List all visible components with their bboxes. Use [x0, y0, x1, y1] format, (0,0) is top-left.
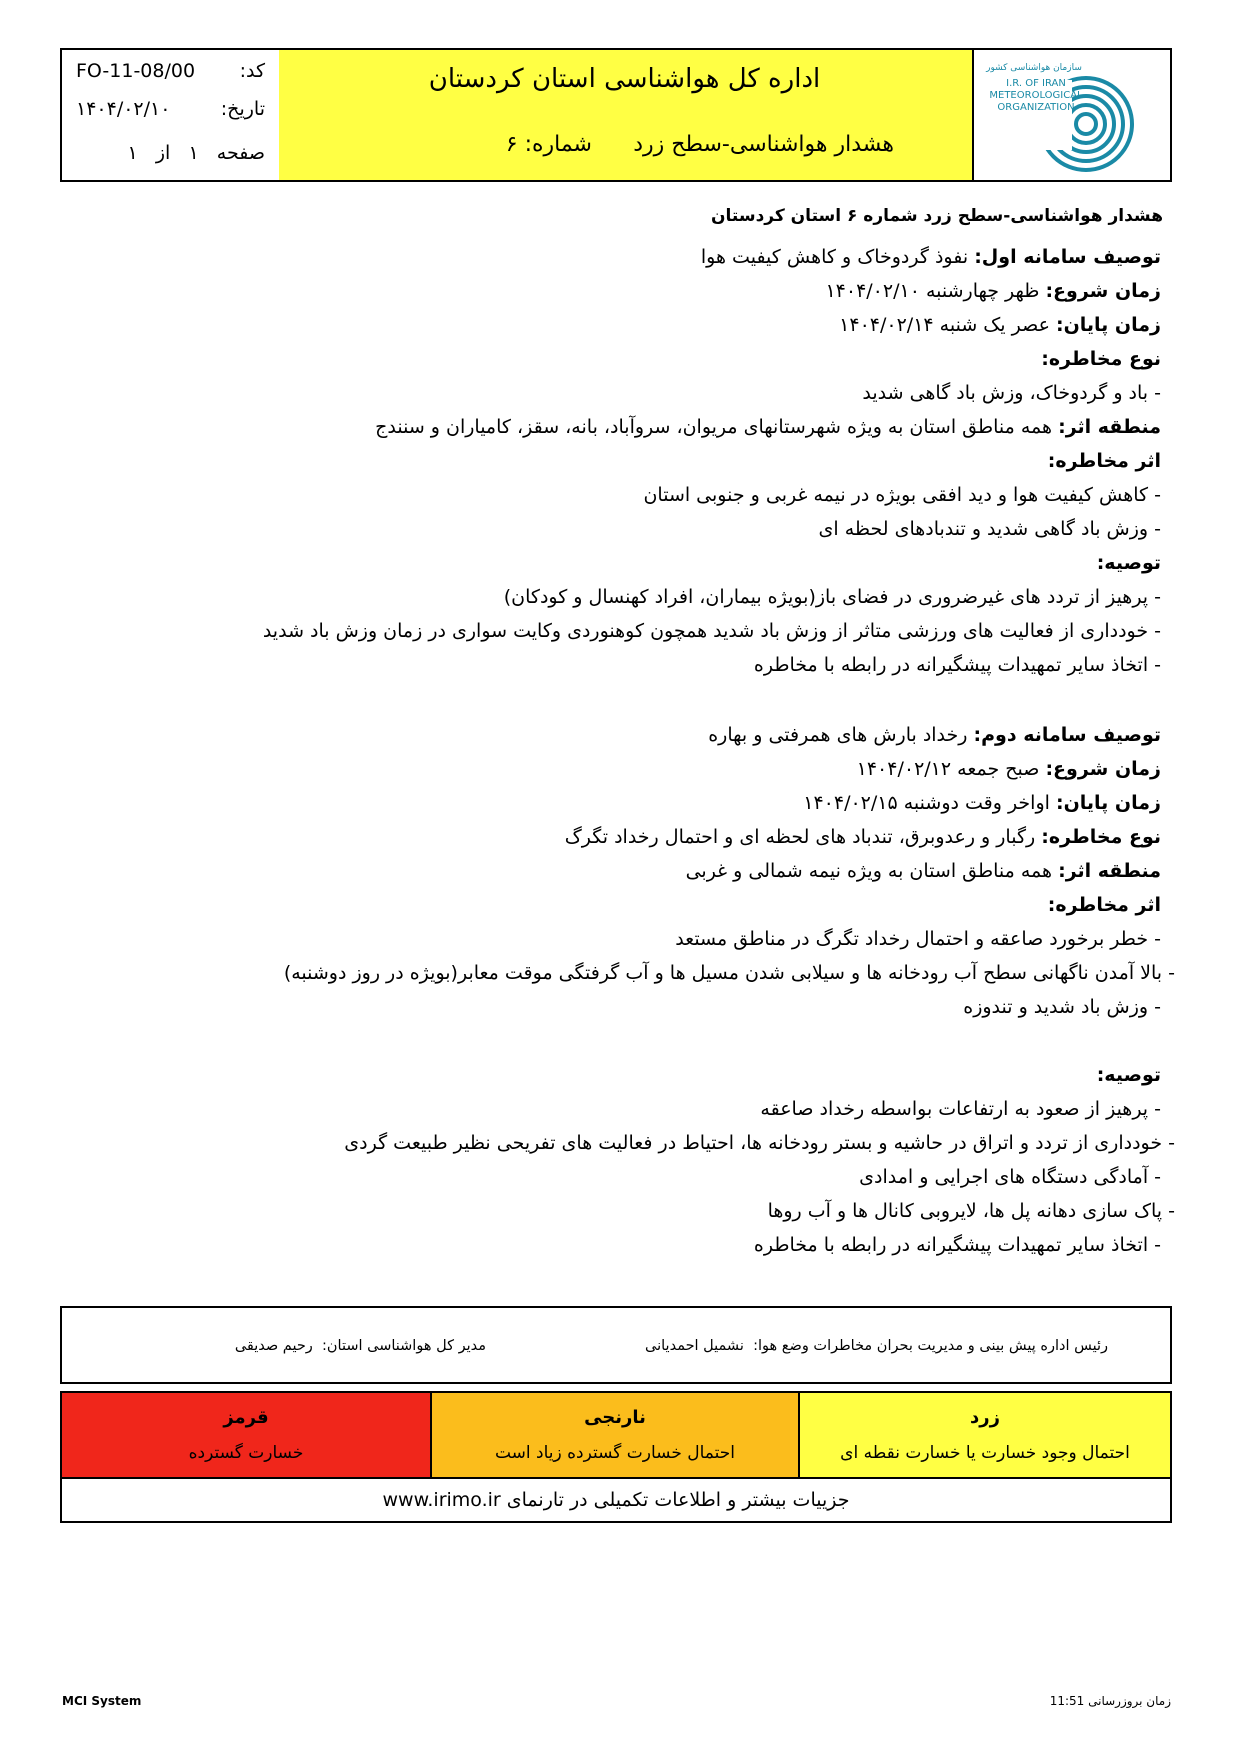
label: نوع مخاطره: [1041, 826, 1161, 848]
label: توصیف سامانه اول: [974, 246, 1161, 268]
legend-orange-desc: احتمال خسارت گسترده زیاد است [494, 1443, 735, 1463]
director-label: مدیر کل هواشناسی استان: [322, 1338, 486, 1354]
system2-effect-item: - وزش باد شدید و تندوزه [963, 996, 1161, 1018]
system1-effect-label: اثر مخاطره: [1047, 450, 1161, 472]
warning-level-legend [60, 1391, 1172, 1523]
system2-description [708, 724, 1161, 746]
date-label: تاریخ: [220, 98, 265, 120]
value: همه مناطق استان به ویژه نیمه شمالی و غربی [685, 860, 1053, 882]
website-link-text[interactable]: جزییات بیشتر و اطلاعات تکمیلی در تارنمای www.irimo.ir [382, 1489, 850, 1511]
code-value: FO-11-08/00 [76, 60, 196, 82]
system1-hazard-type-label: نوع مخاطره: [1041, 348, 1161, 370]
label: زمان شروع: [1045, 280, 1161, 302]
label: توصیف سامانه دوم: [973, 724, 1161, 746]
header-subtitle: هشدار هواشناسی-سطح زرد [633, 132, 894, 157]
system1-hazard-item: - باد و گردوخاک، وزش باد گاهی شدید [862, 382, 1161, 404]
label: منطقه اثر: [1058, 860, 1161, 882]
system1-rec-item: - خودداری از فعالیت های ورزشی متاثر از وزش باد شدید همچون کوهنوردی وکایت سواری در زمان وزش باد شدید [262, 620, 1161, 642]
system1-description [701, 246, 1161, 268]
meta-date-row [76, 98, 265, 120]
signature-box [60, 1306, 1172, 1384]
logo-cell [972, 50, 1170, 180]
system2-effect-item: - خطر برخورد صاعقه و احتمال رخداد تگرگ در مناطق مستعد [675, 928, 1161, 950]
system1-rec-item: - پرهیز از تردد های غیرضروری در فضای باز(بویژه بیماران، افراد کهنسال و کودکان) [503, 586, 1161, 608]
system2-effect-item: - بالا آمدن ناگهانی سطح آب رودخانه ها و سیلابی شدن مسیل ها و آب گرفتگی موقت معابر(بویژه در روز دوشنبه) [283, 962, 1175, 984]
system1-area [375, 416, 1161, 438]
label: زمان پایان: [1055, 792, 1161, 814]
legend-red-title: قرمز [223, 1407, 269, 1428]
system2-rec-label: توصیه: [1096, 1064, 1161, 1086]
head-name: نشمیل احمدیانی [645, 1338, 744, 1354]
forecast-head [645, 1338, 1108, 1354]
logo-text-en1: I.R. OF IRAN [1006, 78, 1066, 89]
system2-area [686, 860, 1161, 882]
head-label: رئیس اداره پیش بینی و مدیریت بحران مخاطرات وضع هوا: [753, 1338, 1108, 1354]
warning-number: شماره: ۶ [505, 132, 592, 157]
system2-start [857, 758, 1161, 780]
system2-hazard-type [565, 826, 1161, 848]
value: اواخر وقت دوشنبه ۱۴۰۴/۰۲/۱۵ [803, 792, 1050, 814]
system1-effect-item: - کاهش کیفیت هوا و دید افقی بویژه در نیمه غربی و جنوبی استان [643, 484, 1161, 506]
director-name: رحیم صدیقی [234, 1338, 313, 1354]
value: همه مناطق استان به ویژه شهرستانهای مریوان، سروآباد، بانه، سقز، کامیاران و سنندج [375, 416, 1053, 438]
value: رگبار و رعدوبرق، تندباد های لحظه ای و احتمال رخداد تگرگ [564, 826, 1036, 848]
system1-rec-item: - اتخاذ سایر تمهیدات پیشگیرانه در رابطه با مخاطره [753, 654, 1161, 676]
legend-yellow-title: زرد [970, 1407, 1000, 1428]
value: صبح جمعه ۱۴۰۴/۰۲/۱۲ [856, 758, 1040, 780]
system2-rec-item: - آمادگی دستگاه های اجرایی و امدادی [859, 1166, 1161, 1188]
system2-effect-label: اثر مخاطره: [1047, 894, 1161, 916]
legend-yellow [800, 1393, 1170, 1479]
date-value: ۱۴۰۴/۰۲/۱۰ [76, 98, 171, 120]
label: منطقه اثر: [1058, 416, 1161, 438]
system2-rec-item: - خودداری از تردد و اتراق در حاشیه و بستر رودخانه ها، احتیاط در فعالیت های تفریحی نظیر طبیعت گردی [344, 1132, 1175, 1154]
meta-code-row [76, 60, 265, 82]
system1-end [839, 314, 1161, 336]
value: ظهر چهارشنبه ۱۴۰۴/۰۲/۱۰ [825, 280, 1040, 302]
logo-text-en3: ORGANIZATION [997, 102, 1075, 113]
system-name: MCI System [62, 1694, 142, 1708]
header-title-cell [275, 50, 972, 180]
label: زمان پایان: [1055, 314, 1161, 336]
page-indicator: صفحه ۱ از ۱ [127, 142, 265, 164]
value: عصر یک شنبه ۱۴۰۴/۰۲/۱۴ [839, 314, 1050, 336]
system1-effect-item: - وزش باد گاهی شدید و تندبادهای لحظه ای [818, 518, 1161, 540]
legend-orange-title: نارنجی [584, 1407, 646, 1428]
value: نفوذ گردوخاک و کاهش کیفیت هوا [700, 246, 969, 268]
legend-orange [430, 1393, 800, 1479]
document-title: هشدار هواشناسی-سطح زرد شماره ۶ استان کردستان [711, 206, 1163, 226]
legend-red-desc: خسارت گسترده [188, 1443, 304, 1463]
header-title: اداره کل هواشناسی استان کردستان [428, 64, 821, 94]
code-label: کد: [239, 60, 265, 82]
system2-rec-item: - پاک سازی دهانه پل ها، لایروبی کانال ها و آب روها [767, 1200, 1175, 1222]
system2-end [803, 792, 1161, 814]
system1-start [825, 280, 1161, 302]
header-meta-cell [62, 50, 279, 180]
update-time: زمان بروزرسانی 11:51 [1049, 1694, 1171, 1708]
logo-text-fa: سازمان هواشناسی کشور [986, 63, 1082, 73]
meta-page-row [76, 142, 265, 164]
logo-text-en2: METEOROLOGICAL [989, 90, 1083, 101]
document-header [60, 48, 1172, 182]
system1-rec-label: توصیه: [1096, 552, 1161, 574]
label: زمان شروع: [1045, 758, 1161, 780]
legend-red [62, 1393, 430, 1479]
system2-rec-item: - اتخاذ سایر تمهیدات پیشگیرانه در رابطه با مخاطره [753, 1234, 1161, 1256]
system2-rec-item: - پرهیز از صعود به ارتفاعات بواسطه رخداد صاعقه [760, 1098, 1161, 1120]
legend-yellow-desc: احتمال وجود خسارت یا خسارت نقطه ای [840, 1443, 1130, 1463]
meteorological-organization-logo [974, 50, 1170, 180]
provincial-director [235, 1338, 486, 1354]
value: رخداد بارش های همرفتی و بهاره [708, 724, 968, 746]
